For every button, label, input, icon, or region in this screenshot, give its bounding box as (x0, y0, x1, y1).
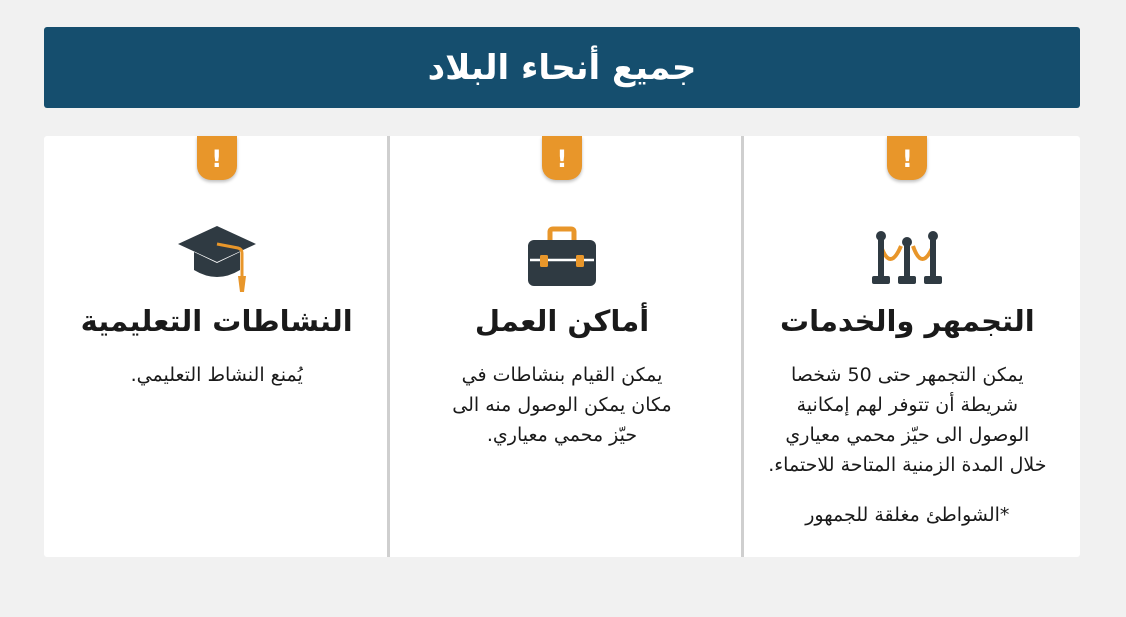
divider (387, 136, 390, 557)
card-workplaces (389, 136, 734, 557)
card-body-line: شريطة أن تتوفر لهم إمكانية (796, 394, 1019, 416)
card-note: *الشواطئ مغلقة للجمهور (805, 504, 1010, 526)
card-body (64, 360, 369, 390)
alert-icon: ! (211, 145, 223, 173)
page-title: جميع أنحاء البلاد (427, 47, 697, 88)
card-title: النشاطات التعليمية (80, 304, 353, 338)
card-gatherings (735, 136, 1080, 557)
header-banner (44, 27, 1080, 108)
card-body-line: يُمنع النشاط التعليمي. (130, 364, 303, 386)
card-body-line: حيّز محمي معياري. (486, 424, 638, 446)
briefcase-icon (517, 218, 607, 298)
card-body-line: مكان يمكن الوصول منه الى (452, 394, 672, 416)
stanchion-rope-icon (862, 218, 952, 298)
divider (741, 136, 744, 557)
card-body-line: خلال المدة الزمنية المتاحة للاحتماء. (768, 454, 1047, 476)
alert-icon: ! (901, 145, 913, 173)
card-body (755, 360, 1060, 480)
alert-tab (887, 136, 927, 180)
card-title: أماكن العمل (474, 304, 650, 338)
card-body-line: يمكن التجمهر حتى 50 شخصا (791, 364, 1024, 386)
alert-tab (542, 136, 582, 180)
cards-panel (44, 136, 1080, 557)
card-body-line: الوصول الى حيّز محمي معياري (785, 424, 1030, 446)
card-education (44, 136, 389, 557)
card-body (409, 360, 714, 450)
graduation-cap-icon (172, 218, 262, 298)
alert-icon: ! (556, 145, 568, 173)
card-title: التجمهر والخدمات (779, 304, 1035, 338)
alert-tab (197, 136, 237, 180)
card-body-line: يمكن القيام بنشاطات في (461, 364, 663, 386)
